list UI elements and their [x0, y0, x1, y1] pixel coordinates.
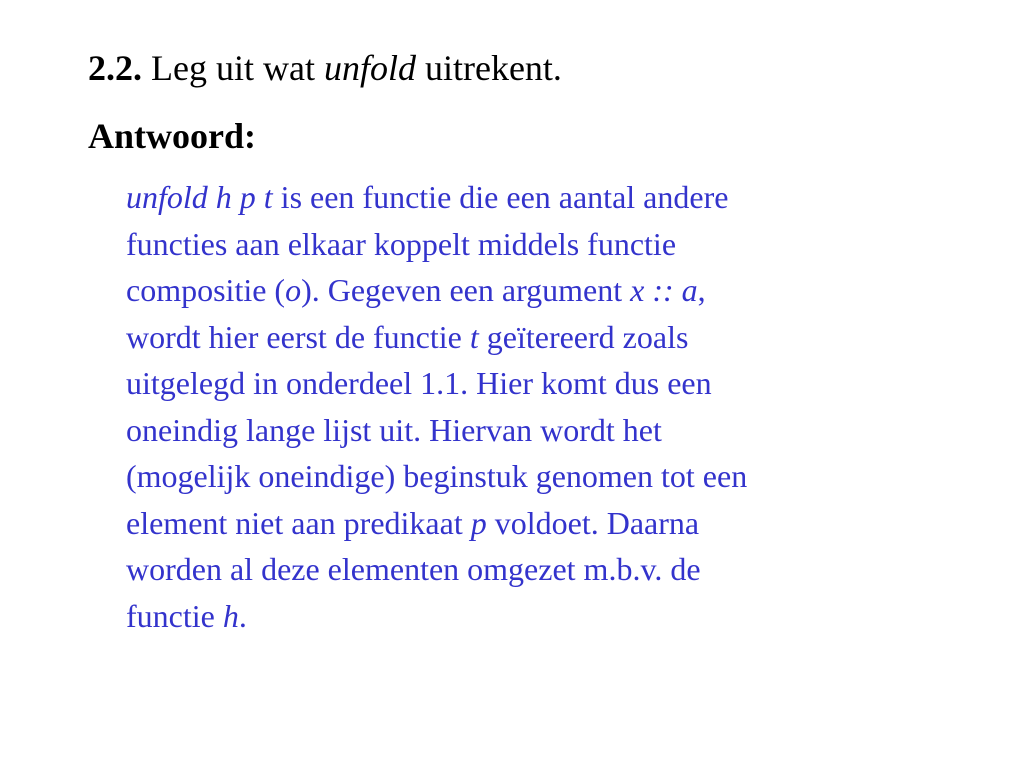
answer-text: voldoet. Daarna [486, 504, 700, 541]
answer-text: . [238, 597, 247, 634]
answer-text: is een functie die een aantal andere [272, 179, 729, 215]
answer-math-term: x :: a [630, 272, 698, 308]
answer-math-term: unfold h p t [126, 179, 273, 215]
answer-line [126, 453, 946, 500]
answer-line [126, 360, 946, 407]
answer-text: functie [126, 597, 223, 634]
answer-text: wordt hier eerst de functie [126, 318, 470, 355]
answer-text: element niet aan predikaat [126, 504, 471, 541]
answer-line [126, 546, 946, 593]
answer-math-term: t [469, 318, 479, 355]
answer-math-term: h [222, 597, 239, 634]
answer-line [126, 593, 946, 640]
answer-text: functies aan elkaar koppelt middels functie [126, 225, 677, 262]
answer-line [126, 174, 946, 221]
answer-math-term: p [470, 504, 487, 541]
question-text-after: uitrekent. [424, 48, 562, 88]
answer-line [126, 267, 946, 314]
answer-body [126, 174, 946, 639]
answer-text: ). Gegeven een argument [301, 272, 631, 308]
answer-line [126, 407, 946, 454]
answer-text: uitgelegd in onderdeel 1.1. Hier komt dus een [126, 365, 712, 401]
answer-text: oneindig lange lijst uit. Hiervan wordt het [126, 411, 662, 448]
answer-text: (mogelijk oneindige) beginstuk genomen tot een [126, 458, 748, 494]
question-term: unfold [323, 48, 416, 88]
answer-text: worden al deze elementen omgezet m.b.v. de [126, 551, 701, 587]
answer-line [126, 314, 946, 361]
question-line [88, 44, 562, 92]
answer-heading: Antwoord: [88, 116, 256, 156]
answer-line [126, 500, 946, 547]
answer-text: geïtereerd zoals [478, 318, 689, 355]
answer-math-term: o [285, 272, 302, 308]
answer-line [126, 221, 946, 268]
answer-text: , [697, 272, 706, 308]
question-text-before: Leg uit wat [151, 48, 315, 88]
answer-text: compositie ( [126, 272, 286, 308]
question-number: 2.2. [88, 48, 142, 88]
